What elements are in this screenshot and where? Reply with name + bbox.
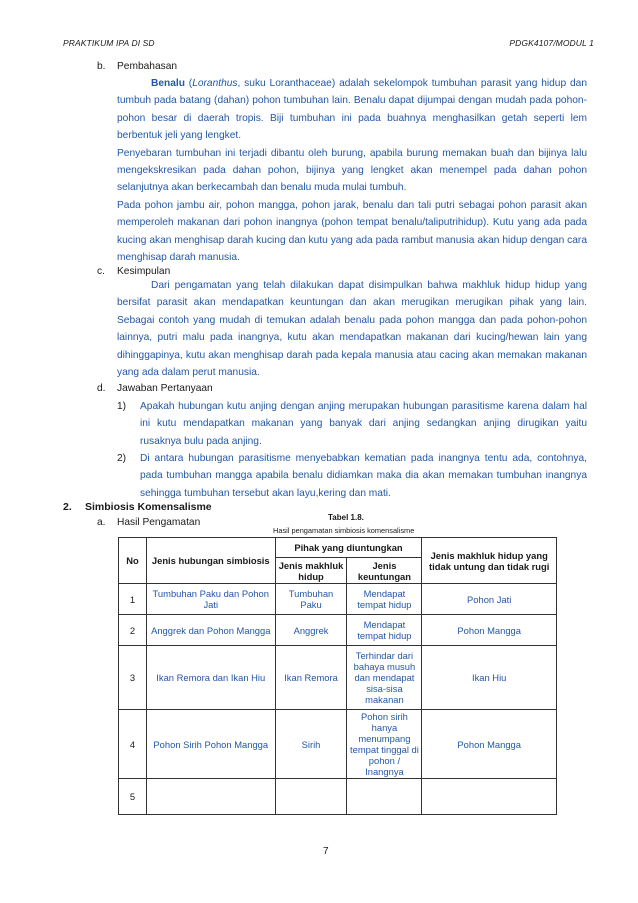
pembahasan-p1-rest: dan tumbuh pada batang (dahan) pohon tumbuhan lain. Benalu dapat dijumpai dengan mudah pada pohon-pohon besar di daerah tropis. Biji tumbuhan ini pada buahnya menghasilkan getah seperti lem berbentuk jeli yang lengket. (117, 78, 587, 142)
section-2-title: Simbiosis Komensalisme (85, 501, 212, 513)
row-no: 5 (119, 779, 147, 815)
header-right: PDGK4107/MODUL 1 (509, 38, 594, 48)
jawaban-item-1-text: Apakah hubungan kutu anjing dengan anjing merupakan hubungan parasitisme karena dalam hal ini kutu mendapatkan makanan yang banyak dari anjing sedangkan anjing dirugikan yaitu rusaknya bulu pada anjing. (140, 401, 587, 447)
pembahasan-p1-line1: , suku Loranthaceae) adalah sekelompok tumbuhan parasit yang hidup (237, 78, 567, 89)
row-makhluk (275, 779, 347, 815)
table-row (119, 710, 557, 779)
pembahasan-body (117, 75, 587, 266)
jawaban-item-1-num: 1) (117, 401, 127, 412)
row-tidak: Ikan Hiu (422, 646, 557, 710)
row-tidak (422, 779, 557, 815)
table-subcaption: Hasil pengamatan simbiosis komensalisme (273, 526, 415, 535)
header-jenis-makhluk: Jenis makhluk hidup (275, 558, 347, 584)
jawaban-label: d. (97, 383, 106, 394)
kesimpulan-label: c. (97, 266, 105, 277)
benalu-term: Benalu (151, 78, 185, 89)
row-keuntungan: Mendapat tempat hidup (347, 615, 422, 646)
table-row (119, 646, 557, 710)
page-number: 7 (323, 846, 329, 857)
row-jenis: Pohon Sirih Pohon Mangga (146, 710, 275, 779)
row-tidak: Pohon Mangga (422, 615, 557, 646)
pembahasan-paragraph-1 (117, 75, 587, 145)
header-jenis-keuntungan: Jenis keuntungan (347, 558, 422, 584)
kesimpulan-title: Kesimpulan (117, 266, 171, 277)
row-jenis (146, 779, 275, 815)
komensalisme-table (118, 537, 557, 815)
pembahasan-paragraph-2: Penyebaran tumbuhan ini terjadi dibantu oleh burung, apabila burung memakan buah dan bijinya lalu mengekskresikan pada dahan pohon, bijinya yang lengket akan menempel pada dahan pohon selanjutnya akan berkecambah dan benalu muda mulai tumbuh. (117, 147, 587, 194)
row-jenis: Tumbuhan Paku dan Pohon Jati (146, 584, 275, 615)
hasil-title: Hasil Pengamatan (117, 517, 201, 528)
jawaban-title: Jawaban Pertanyaan (117, 383, 213, 394)
pembahasan-paragraph-3: Pada pohon jambu air, pohon mangga, pohon jarak, benalu dan tali putri sebagai pohon parasit akan memperoleh makanan dari pohon inangnya (pohon tempat benalu/taliputrihidup). Kutu yang ada pada kucing akan menghisap darah kucing dan kutu yang ada pada rambut manusia akan hidup dengan cara menghisap darah manusia. (117, 199, 587, 264)
row-tidak: Pohon Mangga (422, 710, 557, 779)
row-no: 2 (119, 615, 147, 646)
jawaban-item-2-num: 2) (117, 453, 127, 464)
header-tidak-untung-rugi: Jenis makhluk hidup yang tidak untung dan tidak rugi (422, 538, 557, 584)
hasil-label: a. (97, 517, 106, 528)
row-jenis: Anggrek dan Pohon Mangga (146, 615, 275, 646)
row-keuntungan: Mendapat tempat hidup (347, 584, 422, 615)
table-header-row (119, 538, 557, 558)
kesimpulan-body (117, 277, 587, 381)
row-keuntungan: Pohon sirih hanya menumpang tempat tinggal di pohon / Inangnya (347, 710, 422, 779)
jawaban-item-2-text: Di antara hubungan parasitisme menyebabkan kematian pada inangnya tentu ada, contohnya, pada tumbuhan mangga apabila benalu didiamkan maka dia akan memakan tumbuhan inangnya sehingga tumbuhan tersebut akan layu,kering dan mati. (140, 453, 587, 499)
loranthus-term: Loranthus (192, 78, 238, 89)
pembahasan-label: b. (97, 61, 106, 72)
table-caption: Tabel 1.8. (328, 513, 364, 522)
row-no: 1 (119, 584, 147, 615)
row-keuntungan (347, 779, 422, 815)
kesimpulan-text: Dari pengamatan yang telah dilakukan dapat disimpulkan bahwa makhluk hidup hidup yang bersifat parasit akan mendapatkan keuntungan dan akan merugikan merugikan pihak yang lain. Sebagai contoh yang mudah di temukan adalah benalu pada pohon mangga dan pada pohon-pohon lainnya, putri malu pada inangnya, kutu akan mendapatkan makanan dari kucing/hewan lain yang dihinggapinya, kutu akan menghisap darah pada kepala manusia atau cacing akan memakan makanan yang ada dalam perut manusia. (117, 280, 587, 379)
row-no: 3 (119, 646, 147, 710)
section-2-number: 2. (63, 501, 72, 513)
table-row (119, 779, 557, 815)
row-jenis: Ikan Remora dan Ikan Hiu (146, 646, 275, 710)
row-tidak: Pohon Jati (422, 584, 557, 615)
table-row (119, 615, 557, 646)
header-jenis-hubungan: Jenis hubungan simbiosis (146, 538, 275, 584)
header-pihak-diuntungkan: Pihak yang diuntungkan (275, 538, 422, 558)
header-no: No (119, 538, 147, 584)
row-makhluk: Sirih (275, 710, 347, 779)
header-left: PRAKTIKUM IPA DI SD (63, 38, 155, 48)
table-row (119, 584, 557, 615)
row-makhluk: Tumbuhan Paku (275, 584, 347, 615)
row-keuntungan: Terhindar dari bahaya musuh dan mendapat sisa-sisa makanan (347, 646, 422, 710)
pembahasan-title: Pembahasan (117, 61, 178, 72)
row-makhluk: Anggrek (275, 615, 347, 646)
row-makhluk: Ikan Remora (275, 646, 347, 710)
paren-open: ( (184, 78, 193, 89)
row-no: 4 (119, 710, 147, 779)
